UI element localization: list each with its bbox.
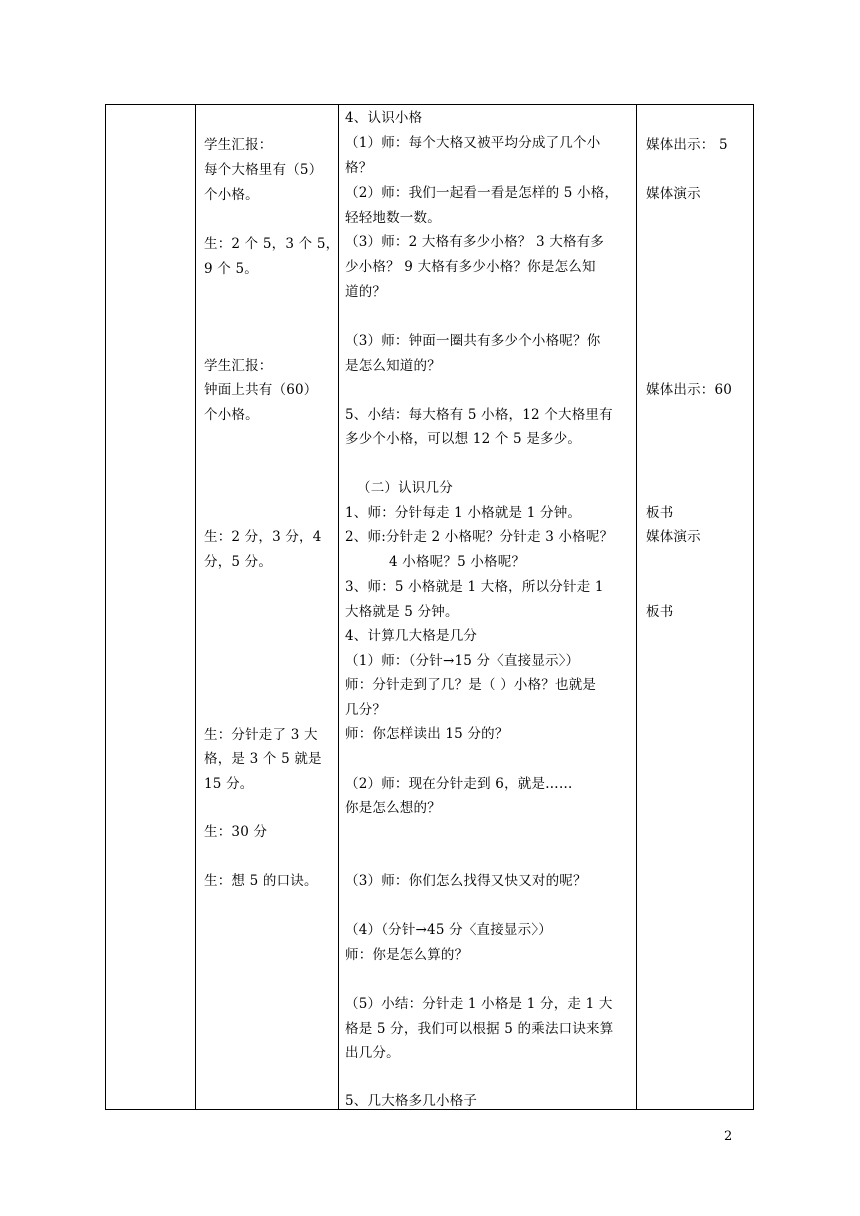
teacher-line: （3）师：你们怎么找得又快又对的呢？	[345, 873, 587, 889]
student-line: 学生汇报：	[204, 358, 273, 374]
teacher-line: 4、认识小格	[345, 110, 423, 126]
page-number: 2	[724, 1129, 733, 1144]
media-line: 媒体出示：60	[646, 382, 733, 398]
column-student-activity	[204, 105, 338, 1109]
teacher-line: 出几分。	[345, 1045, 400, 1061]
teacher-line: 多少个小格，可以想 12 个 5 是多少。	[345, 431, 582, 447]
column-divider	[636, 105, 637, 1109]
student-line: 生：想 5 的口诀。	[204, 873, 318, 889]
teacher-line: （3）师：2 大格有多少小格？ 3 大格有多	[345, 234, 605, 250]
lesson-table	[105, 104, 754, 1110]
column-divider	[338, 105, 339, 1109]
media-line: 板书	[646, 505, 674, 521]
teacher-line: 你是怎么想的？	[345, 800, 441, 816]
media-line: 媒体出示： 5	[646, 137, 728, 153]
teacher-line: 1、师：分针每走 1 小格就是 1 分钟。	[345, 505, 582, 521]
teacher-line: （5）小结：分针走 1 小格是 1 分，走 1 大	[345, 996, 613, 1012]
student-line: 生：分针走了 3 大	[204, 727, 318, 743]
teacher-line: 几分？	[345, 702, 387, 718]
teacher-line: （2）师：我们一起看一看是怎样的 5 小格，	[345, 185, 619, 201]
teacher-line: 师：你是怎么算的？	[345, 947, 469, 963]
student-line: 生：2 分，3 分，4	[204, 529, 322, 545]
teacher-line: 少小格？ 9 大格有多少小格？你是怎么知	[345, 259, 596, 275]
student-line: 15 分。	[204, 776, 254, 792]
teacher-line: 2、师:分针走 2 小格呢？分针走 3 小格呢？	[345, 529, 614, 545]
teacher-line: 格是 5 分，我们可以根据 5 的乘法口诀来算	[345, 1021, 614, 1037]
student-line: 每个大格里有（5）	[204, 162, 323, 178]
teacher-line: 大格就是 5 分钟。	[345, 604, 459, 620]
student-line: 生：30 分	[204, 824, 268, 840]
student-line: 9 个 5。	[204, 261, 258, 277]
teacher-line: 道的？	[345, 284, 387, 300]
student-line: 钟面上共有（60）	[204, 382, 318, 398]
student-line: 格，是 3 个 5 就是	[204, 751, 322, 767]
column-blank	[106, 105, 195, 1109]
teacher-line: （1）师：（分针→15 分〈直接显示〉）	[345, 653, 580, 669]
teacher-line: （1）师：每个大格又被平均分成了几个小	[345, 135, 601, 151]
student-line: 学生汇报：	[204, 137, 273, 153]
teacher-line: 4 小格呢？5 小格呢？	[389, 554, 526, 570]
column-divider	[195, 105, 196, 1109]
teacher-line: （2）师：现在分针走到 6，就是……	[345, 776, 573, 792]
student-line: 个小格。	[204, 407, 259, 423]
teacher-line: 3、师：5 小格就是 1 大格，所以分针走 1	[345, 579, 604, 595]
teacher-line: （3）师：钟面一圈共有多少个小格呢？你	[345, 333, 601, 349]
media-line: 板书	[646, 604, 674, 620]
student-line: 生：2 个 5，3 个 5，	[204, 236, 340, 252]
column-media	[646, 105, 754, 1109]
teacher-line: 是怎么知道的？	[345, 358, 441, 374]
media-line: 媒体演示	[646, 529, 701, 545]
student-line: 个小格。	[204, 187, 259, 203]
teacher-line: 格？	[345, 160, 373, 176]
teacher-line: 轻轻地数一数。	[345, 210, 441, 226]
teacher-line: 5、小结：每大格有 5 小格，12 个大格里有	[345, 407, 613, 423]
teacher-line: 5、几大格多几小格子	[345, 1093, 478, 1109]
teacher-line: 师：分针走到了几？是（ ）小格？也就是	[345, 677, 597, 693]
teacher-line: 师：你怎样读出 15 分的？	[345, 726, 509, 742]
teacher-line: 4、计算几大格是几分	[345, 628, 478, 644]
teacher-line: （二）认识几分	[357, 480, 453, 496]
teacher-line: （4）（分针→45 分〈直接显示〉）	[345, 922, 552, 938]
media-line: 媒体演示	[646, 186, 701, 202]
student-line: 分，5 分。	[204, 554, 273, 570]
column-teacher-activity	[345, 105, 636, 1109]
